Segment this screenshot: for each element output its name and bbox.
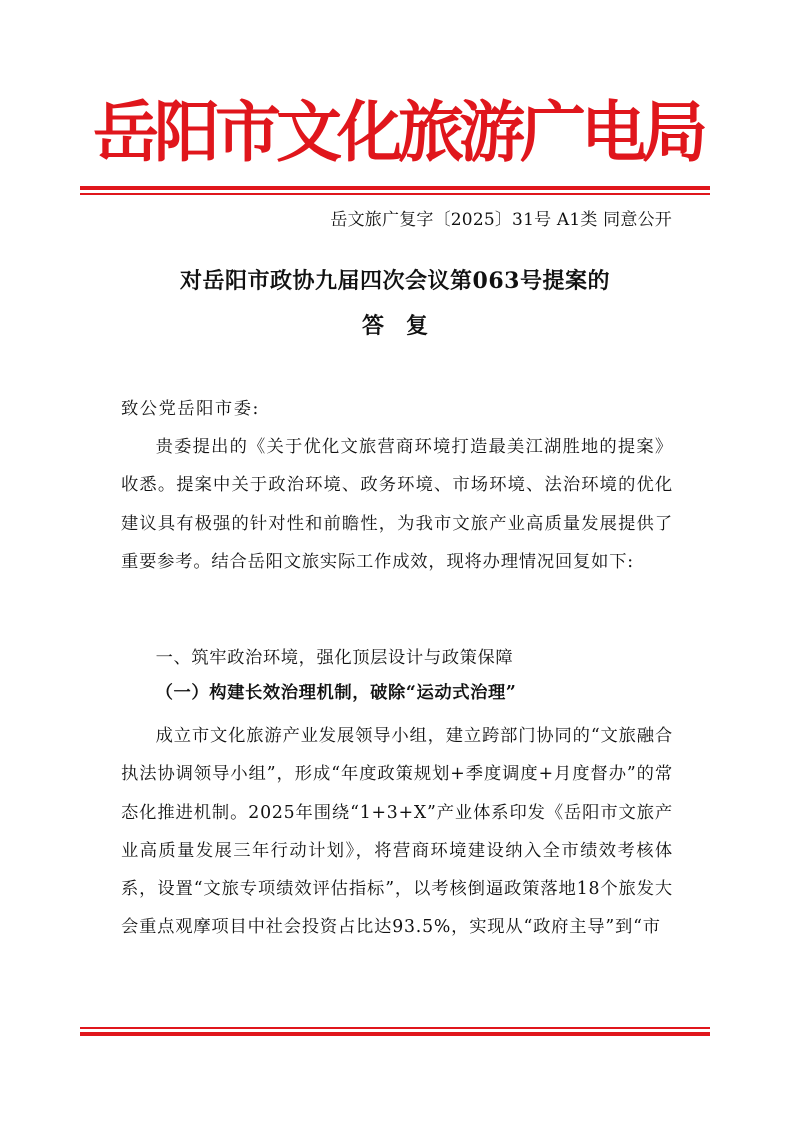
org-header-title: 岳阳市文化旅游广电局 — [93, 93, 703, 171]
document-title-line2: 答复 — [361, 313, 450, 339]
header-red-rule-thin — [80, 193, 710, 195]
paragraph-body: 成立市文化旅游产业发展领导小组，建立跨部门协同的“文旅融合执法协调领导小组”，形成“年度政策规划+季度调度+月度督办”的常态化推进机制。2025年围绕“1+3+X”产业体系印发《岳阳市文旅产业高质量发展三年行动计划》，将营商环境建设纳入全市绩效考核体系，设置“文旅专项绩效评估指标”，以考核倒逼政策落地18个旅发大会重点观摩项目中社会投资占比达93.5%，实现从“政府主导”到“市 — [121, 726, 673, 938]
salutation: 致公党岳阳市委: — [121, 399, 260, 419]
footer-red-rule-thick — [80, 1032, 710, 1036]
section-heading-1: 一、筑牢政治环境，强化顶层设计与政策保障 — [155, 648, 514, 668]
header-red-rule-thick — [80, 186, 710, 190]
document-title-line1: 对岳阳市政协九届四次会议第063号提案的 — [180, 268, 610, 294]
subsection-heading-1: （一）构建长效治理机制，破除“运动式治理” — [155, 683, 517, 703]
footer-red-rule-thin — [80, 1027, 710, 1029]
paragraph-intro: 贵委提出的《关于优化文旅营商环境打造最美江湖胜地的提案》收悉。提案中关于政治环境、政务环境、市场环境、法治环境的优化建议具有极强的针对性和前瞻性，为我市文旅产业高质量发展提供了重要参考。结合岳阳文旅实际工作成效，现将办理情况回复如下: — [121, 437, 673, 572]
document-number: 岳文旅广复字〔2025〕31号 A1类 同意公开 — [330, 210, 672, 230]
